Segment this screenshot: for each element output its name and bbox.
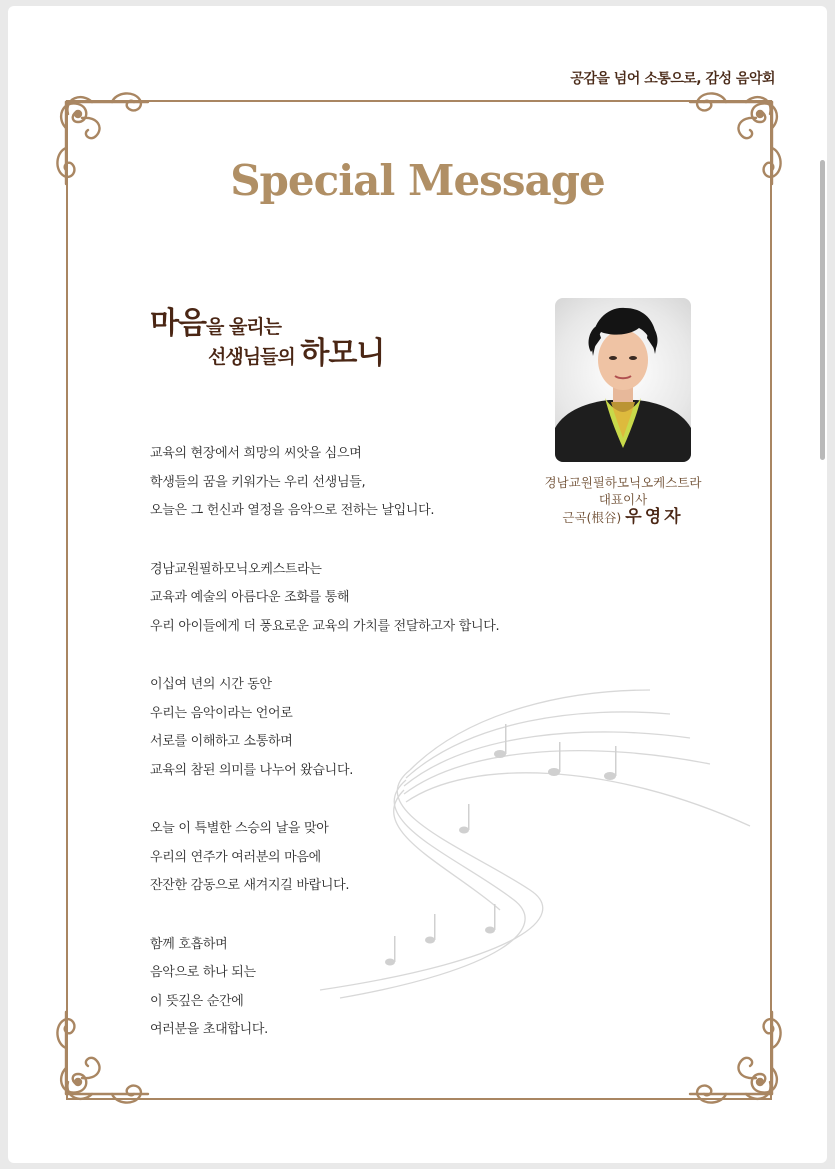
- header-motto: 공감을 넘어 소통으로, 감성 음악회: [570, 71, 775, 87]
- body-line: 우리의 연주가 여러분의 마음에: [150, 849, 321, 865]
- body-line: 함께 호흡하며: [150, 936, 228, 952]
- headline-text: 선생님들의: [208, 346, 301, 368]
- stanza: [150, 931, 530, 1045]
- profile-organization: 경남교원필하모닉오케스트라: [544, 475, 702, 490]
- body-line: 여러분을 초대합니다.: [150, 1022, 268, 1037]
- body-line: 오늘 이 특별한 스승의 날을 맞아: [150, 821, 329, 836]
- body-line: 학생들의 꿈을 키워가는 우리 선생님들,: [150, 474, 366, 490]
- profile-name-row: [530, 509, 716, 526]
- stanza: [150, 440, 530, 526]
- body-line: 잔잔한 감동으로 새겨지길 바랍니다.: [150, 878, 350, 893]
- stanza: [150, 815, 530, 901]
- body-line: 교육의 참된 의미를 나누어 왔습니다.: [150, 762, 354, 778]
- ornament-corner-icon: [52, 998, 162, 1108]
- body-line: 우리 아이들에게 더 풍요로운 교육의 가치를 전달하고자 합니다.: [150, 618, 500, 634]
- body-line: 이 뜻깊은 순간에: [150, 993, 244, 1009]
- portrait-photo: [555, 298, 691, 462]
- body-line: 교육의 현장에서 희망의 씨앗을 심으며: [150, 446, 362, 461]
- body-line: 교육과 예술의 아름다운 조화를 통해: [150, 590, 350, 605]
- profile-pen-name: 근곡(根谷): [562, 510, 622, 525]
- profile-caption: [530, 474, 716, 526]
- headline-text: 을 울리는: [205, 316, 281, 338]
- page-title: Special Message: [230, 156, 605, 205]
- headline-line-2: [208, 328, 384, 372]
- body-line: 음악으로 하나 되는: [150, 965, 256, 980]
- headline-emphasis: 하모니: [300, 336, 385, 371]
- profile-name: 우영자: [625, 507, 684, 527]
- body-line: 경남교원필하모닉오케스트라는: [150, 561, 322, 577]
- body-line: 오늘은 그 헌신과 열정을 음악으로 전하는 날입니다.: [150, 503, 435, 518]
- message-body: [150, 440, 530, 1075]
- ornament-corner-icon: [676, 998, 786, 1108]
- scrollbar[interactable]: [820, 160, 825, 460]
- body-line: 우리는 음악이라는 언어로: [150, 705, 293, 721]
- headline-emphasis: 마음: [150, 306, 206, 341]
- body-line: 서로를 이해하고 소통하며: [150, 734, 293, 749]
- stanza: [150, 556, 530, 642]
- body-line: 이십여 년의 시간 동안: [150, 677, 272, 692]
- profile-position: 대표이사: [598, 492, 648, 507]
- stanza: [150, 671, 530, 785]
